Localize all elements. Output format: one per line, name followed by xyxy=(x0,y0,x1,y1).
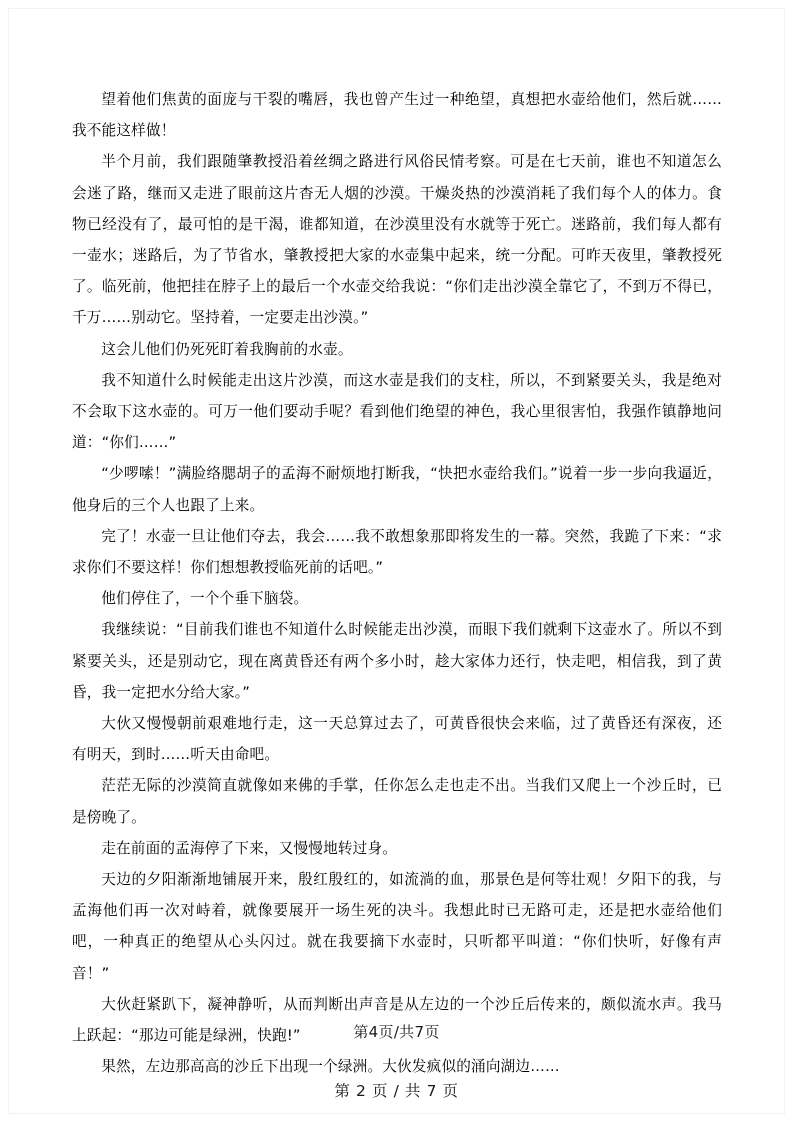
paragraph: 大伙赶紧趴下，凝神静听，从而判断出声音是从左边的一个沙丘后传来的，颇似流水声。我马上跃起：“那边可能是绿洲，快跑!” xyxy=(72,995,722,1045)
paragraph: 完了！水壶一旦让他们夺去，我会……我不敢想象那即将发生的一幕。突然，我跪了下来：“求求你们不要这样！你们想想教授临死前的话吧。” xyxy=(72,527,722,577)
page-number-footer xyxy=(0,1080,793,1102)
paragraph: 我不知道什么时候能走出这片沙漠，而这水壶是我们的支柱，所以，不到紧要关头，我是绝对不会取下这水壶的。可万一他们要动手呢？看到他们绝望的神色，我心里很害怕，我强作镇静地问道：“你们……” xyxy=(72,371,722,452)
page-number-footer-label: 第 2 页 / 共 7 页 xyxy=(334,1082,459,1100)
paragraph: 大伙又慢慢朝前艰难地行走，这一天总算过去了，可黄昏很快会来临，过了黄昏还有深夜，还有明天，到时……听天由命吧。 xyxy=(72,715,722,764)
paragraph: 望着他们焦黄的面庞与干裂的嘴唇，我也曾产生过一种绝望，真想把水壶给他们，然后就……我不能这样做！ xyxy=(72,91,722,140)
paragraph: 天边的夕阳渐渐地铺展开来，殷红殷红的，如流淌的血，那景色是何等壮观！夕阳下的我，与孟海他们再一次对峙着，就像要展开一场生死的决斗。我想此时已无路可走，还是把水壶给他们吧，一种真正的绝望从心头闪过。就在我要摘下水壶时，只听都平叫道：“你们快听，好像有声音！” xyxy=(72,871,722,982)
document-body xyxy=(72,84,722,1083)
paragraph: 茫茫无际的沙漠简直就像如来佛的手掌，任你怎么走也走不出。当我们又爬上一个沙丘时，已是傍晚了。 xyxy=(72,777,722,826)
paragraph: 这会儿他们仍死死盯着我胸前的水壶。 xyxy=(101,340,353,358)
paragraph: 果然，左边那高高的沙丘下出现一个绿洲。大伙发疯似的涌向湖边…… xyxy=(101,1058,560,1076)
paragraph: “少啰嗦！”满脸络腮胡子的孟海不耐烦地打断我，“快把水壶给我们。”说着一步一步向我逼近，他身后的三个人也跟了上来。 xyxy=(72,465,722,514)
embedded-page-number xyxy=(0,1022,793,1042)
paragraph: 我继续说：“目前我们谁也不知道什么时候能走出沙漠，而眼下我们就剩下这壶水了。所以不到紧要关头，还是别动它，现在离黄昏还有两个多小时，趁大家体力还行，快走吧，相信我，到了黄昏，我一定把水分给大家。” xyxy=(72,621,722,701)
paragraph: 他们停住了，一个个垂下脑袋。 xyxy=(101,590,309,608)
embedded-page-number-label: 第4页/共7页 xyxy=(353,1023,440,1041)
paragraph: 半个月前，我们跟随肇教授沿着丝绸之路进行风俗民情考察。可是在七天前，谁也不知道怎么会迷了路，继而又走进了眼前这片杳无人烟的沙漠。干燥炎热的沙漠消耗了我们每个人的体力。食物已经没有了，最可怕的是干渴，谁都知道，在沙漠里没有水就等于死亡。迷路前，我们每人都有一壶水；迷路后，为了节省水，肇教授把大家的水壶集中起来，统一分配。可昨天夜里，肇教授死了。临死前，他把挂在脖子上的最后一个水壶交给我说：“你们走出沙漠全靠它了，不到万不得已，千万……别动它。坚持着，一定要走出沙漠。” xyxy=(72,153,722,327)
paragraph: 走在前面的孟海停了下来，又慢慢地转过身。 xyxy=(101,839,398,857)
